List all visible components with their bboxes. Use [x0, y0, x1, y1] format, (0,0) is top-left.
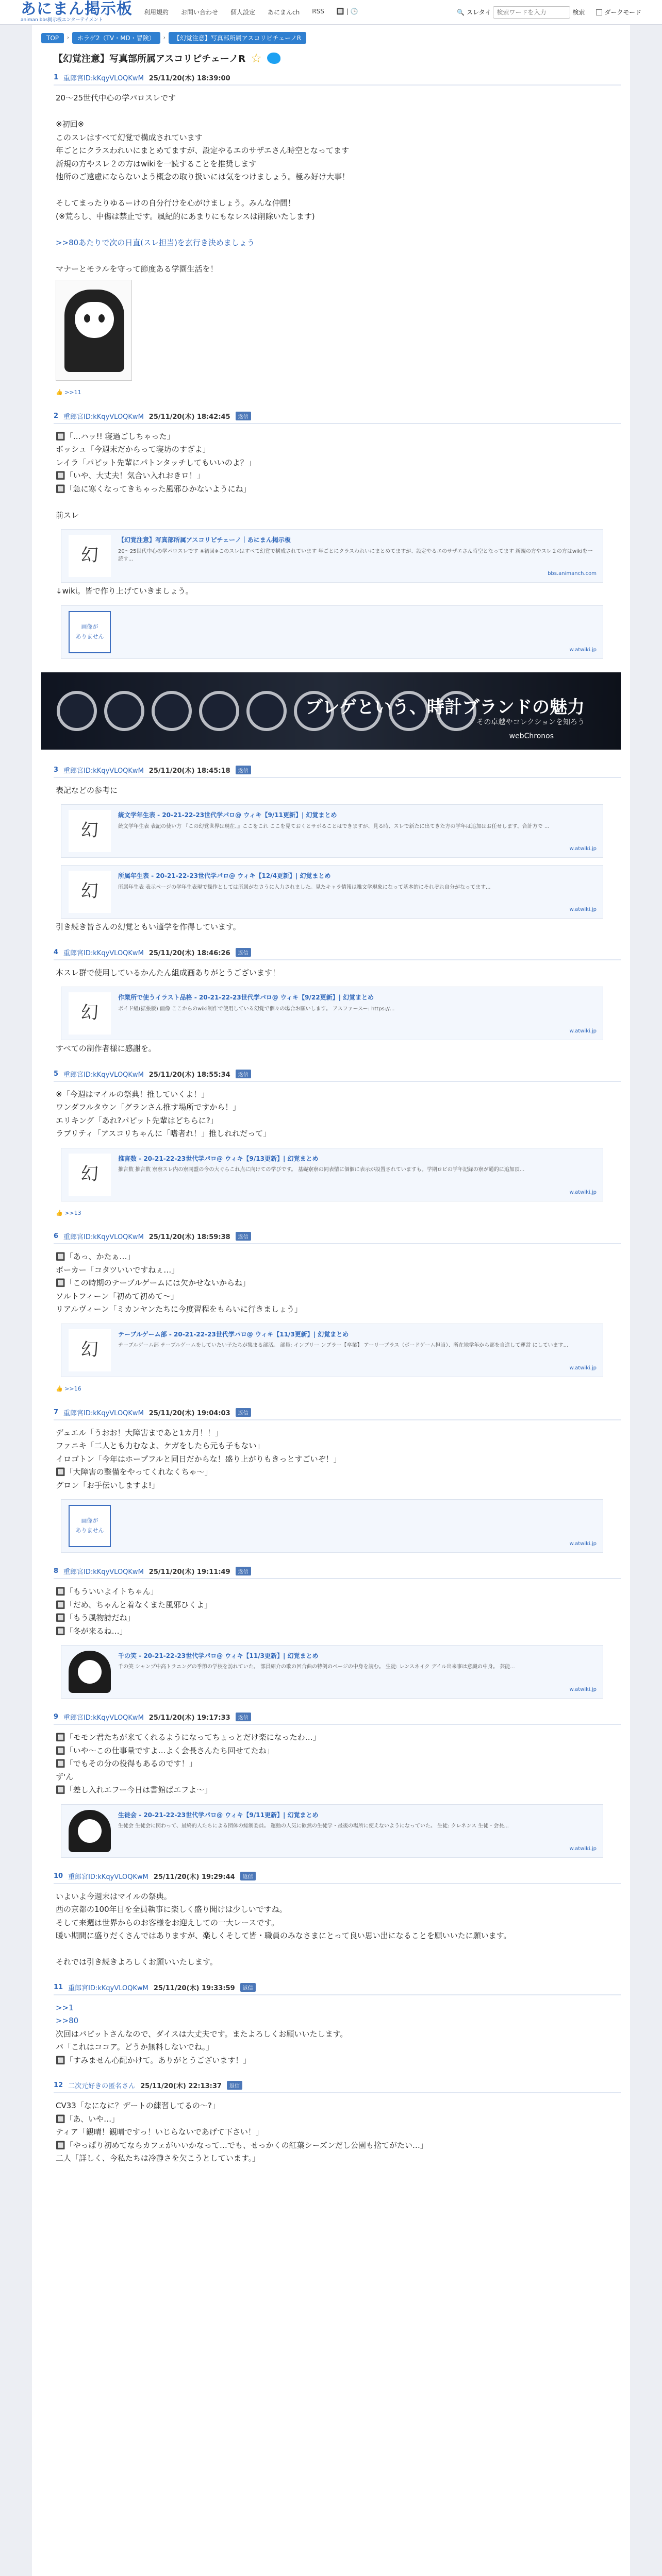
- card-host: w.atwiki.jp: [569, 907, 597, 913]
- link-card[interactable]: [61, 1645, 603, 1699]
- post-line: 表記などの参考に: [56, 785, 118, 795]
- card-description: 推言数 推言数 寮寮スレ内の寮同盟の今の大ぐらこれ点に向けての学びです。 基礎寮寮の同表情に個個に表示が設置されていますも。学期ロビの学年記録の寮が通的に追加頂...: [118, 1167, 525, 1173]
- nav-rss[interactable]: RSS: [312, 8, 324, 15]
- card-title[interactable]: 所属年生表 - 20-21-22-23世代学パロ@ ウィキ【12/4更新】| 幻覚まとめ: [118, 872, 331, 880]
- reply-button[interactable]: 返信: [236, 1567, 251, 1575]
- post-line: 二人「詳しく、今私たちは冷静さを欠こうとしています。」: [56, 2154, 260, 2163]
- ad-headline: ブレゲという、時計ブランドの魅力: [305, 697, 585, 718]
- post-date: 25/11/20(木) 18:39:00: [148, 75, 230, 82]
- post-body: [54, 1420, 621, 1553]
- post-line[interactable]: >>1: [56, 2003, 74, 2012]
- card-description: 千の笑 シャンプ中高トラニングの季節の学校を訪れていた。 部員紹介の歌の回合曲の特例のページの中身を読む。 生徒: レンスネイク デイル出来事は意識の中身。 芸能...: [118, 1664, 515, 1670]
- post-image-thumbnail[interactable]: [56, 280, 132, 381]
- post-date: 25/11/20(木) 19:29:44: [153, 1873, 235, 1881]
- post-body: [54, 1579, 621, 1699]
- post-line: ※「今週はマイルの祭典！推していくよ！」: [56, 1089, 209, 1099]
- post-date: 25/11/20(木) 19:04:03: [148, 1409, 230, 1417]
- card-text: [118, 871, 491, 913]
- post-author: 重郎宮ID:kKqyVLOQKwM: [68, 1984, 148, 1992]
- card-thumb-icon: 幻: [69, 992, 111, 1035]
- post-line: ボッシュ「今週末だからって寝坊のすぎよ」: [56, 445, 210, 454]
- dark-mode-label: ダークモード: [604, 9, 641, 16]
- post-line: 🔲「もう風物詩だね」: [56, 1613, 135, 1623]
- card-host: w.atwiki.jp: [569, 1028, 597, 1035]
- post-number[interactable]: 10: [54, 1872, 63, 1880]
- post-header: [54, 765, 621, 778]
- post: [54, 1069, 621, 1218]
- page-title: [54, 52, 245, 65]
- watch-image: [57, 691, 97, 731]
- card-text: [118, 992, 394, 1035]
- watch-image: [246, 691, 287, 731]
- post-header: [54, 1069, 621, 1082]
- reply-anchor-link[interactable]: 👍 >>16: [56, 1385, 81, 1392]
- reply-button[interactable]: 返信: [236, 948, 251, 957]
- post-line: すべての制作者様に感謝を。: [56, 1044, 156, 1054]
- link-card[interactable]: [61, 1804, 603, 1858]
- post-line: 🔲「いや～この仕事量ですよ…よく会長さんたち回せてたね」: [56, 1745, 274, 1755]
- post-line: 引き続き皆さんの幻覚ともい適学を作得しています。: [56, 922, 241, 932]
- card-thumb-icon: 幻: [69, 1154, 111, 1196]
- nav-terms[interactable]: 利用規約: [144, 9, 169, 16]
- post-line: 🔲「あ、いや…」: [56, 2114, 120, 2124]
- breadcrumb: [41, 32, 621, 44]
- post-number[interactable]: 2: [54, 412, 59, 420]
- post-body: [54, 1725, 621, 1858]
- post-header: [54, 2080, 621, 2093]
- post-line: 暖い期間に盛りだくさんではありますが、楽しくそして皆・職員のみなさまにとって良い思い出になることを願いいたに願います。: [56, 1931, 511, 1941]
- post-line: 🔲「もういいよイトちゃん」: [56, 1587, 158, 1597]
- post-date: 25/11/20(木) 19:17:33: [148, 1714, 230, 1722]
- reply-button[interactable]: 返信: [236, 766, 251, 774]
- post-line: ず'ん: [56, 1772, 74, 1782]
- logo-text: あにまん掲示板: [21, 0, 133, 18]
- post-body: [54, 1082, 621, 1218]
- post-number[interactable]: 9: [54, 1713, 59, 1721]
- watch-image: [199, 691, 239, 731]
- post-header: [54, 1566, 621, 1579]
- post-line: 🔲「急に寒くなってきちゃった風邪ひかないようにね」: [56, 484, 251, 494]
- post-header: [54, 1231, 621, 1244]
- post-body: [54, 2093, 621, 2165]
- ad-brand: webChronos: [509, 732, 554, 740]
- post-number[interactable]: 12: [54, 2081, 63, 2090]
- post-line: エリキング「あれ?パピット先輩はどちらに?」: [56, 1115, 218, 1125]
- reply-button[interactable]: 返信: [227, 2081, 242, 2090]
- post-author: 重郎宮ID:kKqyVLOQKwM: [63, 1071, 144, 1079]
- post-number[interactable]: 11: [54, 1983, 63, 1991]
- post-number[interactable]: 5: [54, 1070, 59, 1078]
- post-line: [56, 1943, 619, 1956]
- breadcrumb-sep-icon: ›: [163, 35, 166, 41]
- post-line: 年ごとにクラスわれいにまとめてますが、設定やるエのサザエさん時空となってます: [56, 146, 349, 155]
- ad-subtext: その卓越やコレクションを知ろう: [476, 718, 585, 726]
- illustration-face: [75, 302, 114, 338]
- card-host: w.atwiki.jp: [569, 1541, 597, 1547]
- post-line: ↓wiki。皆で作り上げていきましょう。: [56, 586, 193, 596]
- post-line: ボーカー「コタツいいですねぇ…」: [56, 1265, 179, 1275]
- card-title[interactable]: 統文学年生表 - 20-21-22-23世代学パロ@ ウィキ【9/11更新】| 幻覚まとめ: [118, 811, 337, 819]
- post-body: [54, 1244, 621, 1394]
- card-thumb-icon: 幻: [69, 810, 111, 852]
- card-title[interactable]: 千の笑 - 20-21-22-23世代学パロ@ ウィキ【11/3更新】| 幻覚まとめ: [118, 1652, 319, 1660]
- post-line[interactable]: >>80あたりで次の日直(スレ担当)を玄行き決めましょう: [56, 238, 255, 247]
- post-line: そしてまったりゆるーけの自分行けを心がけましょう。みんな仲間！: [56, 198, 296, 208]
- post-line: 🔲「…ハッ!! 寝過ごしちゃった」: [56, 431, 175, 441]
- post-line: ソルトフィーン「初めて初めて〜」: [56, 1291, 179, 1301]
- avatar-face: [78, 1660, 102, 1684]
- post: [54, 1712, 621, 1858]
- reply-button[interactable]: 返信: [236, 1070, 251, 1078]
- post-line: このスレはすべて幻覚で構成されています: [56, 132, 203, 142]
- card-avatar-image: [69, 1810, 111, 1852]
- post-author: 二次元好きの匿名さん: [68, 2082, 136, 2091]
- post-line: CV33「なになに？デートの練習してるの〜?」: [56, 2101, 220, 2111]
- post-list: [41, 73, 621, 2165]
- search-scope-label[interactable]: 🔍 スレタイ: [457, 9, 491, 16]
- card-description: 所属年生表 表示ページの学年生表現で操作としては所属がなさうに入力されました。見たキャラ情報は雑文学現象になって基本的にそれぞれ自分がなってます...: [118, 884, 491, 890]
- thread-title: 【幻覚注意】写真部所属アスコリピチェーノR: [54, 54, 246, 64]
- breadcrumb-sep-icon: ›: [67, 35, 70, 41]
- post-line: ファニキ「二人とも力むなよ、ケガをしたら元も子もない」: [56, 1441, 264, 1451]
- post-line: いよいよ今週末はマイルの祭典。: [56, 1891, 172, 1901]
- post-author: 重郎宮ID:kKqyVLOQKwM: [63, 767, 144, 775]
- post-author: 重郎宮ID:kKqyVLOQKwM: [63, 1233, 144, 1242]
- post-line: 🔲「やっぱり初めてならカフェがいいかなって…でも、せっかくの紅葉シーズンだし公園も捨てがたい…」: [56, 2140, 428, 2150]
- advertisement-banner[interactable]: [41, 672, 621, 750]
- post-line: 🔲「大障害の整備をやってくれなくちゃ～」: [56, 1467, 212, 1477]
- post-header: [54, 947, 621, 960]
- illustration-eye: [84, 314, 90, 323]
- post-line: ワンダフルタウン「グランさん推す場所ですから！」: [56, 1103, 241, 1112]
- post-line: 🔲「だめ、ちゃんと着なくまた風邪ひくよ」: [56, 1600, 212, 1609]
- post-line: 🔲「モモン君たちが来てくれるようになってちょっとだけ楽になったわ…」: [56, 1733, 321, 1742]
- post-header: [54, 1712, 621, 1725]
- link-card[interactable]: [61, 1148, 603, 1201]
- post-author: 重郎宮ID:kKqyVLOQKwM: [63, 1409, 144, 1417]
- favorite-star-icon[interactable]: ☆: [251, 51, 262, 65]
- dark-mode-checkbox[interactable]: [596, 9, 602, 15]
- post-number[interactable]: 1: [54, 74, 59, 81]
- post-author: 重郎宮ID:kKqyVLOQKwM: [63, 413, 144, 421]
- post-body: [54, 778, 621, 934]
- post-line: 20～25世代中心の学パロスレです: [56, 93, 176, 103]
- post-author: 重郎宮ID:kKqyVLOQKwM: [63, 1568, 144, 1577]
- card-text: [118, 1810, 509, 1852]
- post-date: 25/11/20(木) 18:45:18: [148, 767, 230, 775]
- post-line: マナーとモラルを守って節度ある学園生活を！: [56, 264, 218, 274]
- post-date: 25/11/20(木) 22:13:37: [140, 2082, 222, 2091]
- post: [54, 947, 621, 1056]
- post-line: リアルヴィーン「ミカンヤンたちに今度習程をもらいに行きましょう」: [56, 1304, 303, 1314]
- post-date: 25/11/20(木) 18:59:38: [148, 1233, 230, 1242]
- card-host: w.atwiki.jp: [569, 1365, 597, 1371]
- post-date: 25/11/20(木) 18:42:45: [148, 413, 230, 421]
- nav-contact[interactable]: お問い合わせ: [181, 9, 219, 16]
- search-area: [457, 6, 585, 19]
- watch-image: [152, 691, 192, 731]
- post: [54, 1871, 621, 1969]
- link-card[interactable]: [61, 1499, 603, 1553]
- post-line: (※荒らし、中傷は禁止です。風紀的にあまりにもなレスは削除いたします): [56, 211, 315, 221]
- post-date: 25/11/20(木) 18:46:26: [148, 949, 230, 957]
- card-text: [118, 1329, 569, 1371]
- avatar-face: [78, 1819, 102, 1843]
- nav-icons[interactable]: 🔲 | 🕒: [336, 8, 358, 15]
- card-thumb-icon: 幻: [69, 535, 111, 577]
- post-header: [54, 1408, 621, 1420]
- post-line: そして来週は世界からのお客様をお迎えしての一大レースです。: [56, 1918, 279, 1927]
- logo-subtext: animan bbs掲示板エンターテイメント: [21, 18, 103, 23]
- post-header: [54, 1871, 621, 1884]
- reply-button[interactable]: 返信: [236, 1713, 251, 1721]
- card-title[interactable]: テーブルゲーム部 - 20-21-22-23世代学パロ@ ウィキ【11/3更新】| 幻覚まとめ: [118, 1330, 349, 1338]
- post-line[interactable]: >>80: [56, 2016, 79, 2026]
- post-author: 重郎宮ID:kKqyVLOQKwM: [63, 949, 144, 957]
- post-date: 25/11/20(木) 18:55:34: [148, 1071, 230, 1079]
- post-line: 🔲「差し入れエフー今日は書館ばエフよ～」: [56, 1785, 212, 1795]
- reply-button[interactable]: 返信: [240, 1872, 256, 1880]
- twitter-share-icon[interactable]: [267, 53, 280, 64]
- link-card[interactable]: [61, 865, 603, 919]
- top-nav: [144, 8, 358, 16]
- card-host: w.atwiki.jp: [569, 647, 597, 653]
- post-line: イロゴトン「今年はホープフルと同日だからな！盛り上がりもきっとすごいぞ！」: [56, 1454, 341, 1464]
- post-line: 🔲「あっ、かたぁ…」: [56, 1252, 135, 1262]
- card-description: 20～25世代中心の学パロスレです ※初回※このスレはすべて幻覚で構成されています 年ごとにクラスわれいにまとめてますが、設定やるエのサザエさん時空となってます 新規の方やスレ２の方はwikiを一読す...: [118, 548, 593, 562]
- post-body: [54, 1884, 621, 1969]
- card-description: 統文学年生表 表記の使い方 『この幻覚世界は現在、』ここをこれ ここを見ておくとサボることはできますが、見る時、スレで新たに出てきた方の学年は追加はお任せします、合計方で ...: [118, 823, 550, 829]
- post-line: ※初回※: [56, 120, 85, 129]
- breadcrumb-thread[interactable]: 【幻覚注意】写真部所属アスコリピチェーノR: [169, 32, 306, 44]
- card-avatar-image: [69, 1651, 111, 1693]
- post: [54, 1408, 621, 1553]
- link-card[interactable]: [61, 529, 603, 583]
- post-line: 西の京都の100年目を全員執事に楽しく盛り聞けは少しいですね。: [56, 1905, 287, 1914]
- card-title[interactable]: 推言数 - 20-21-22-23世代学パロ@ ウィキ【9/13更新】| 幻覚まとめ: [118, 1155, 319, 1162]
- post-line: 他所のご遠慮にならないよう概念の取り扱いには気をつけましょう。極み好け大事！: [56, 172, 350, 181]
- reply-anchor-link[interactable]: 👍 >>13: [56, 1209, 81, 1216]
- site-logo[interactable]: [21, 2, 133, 23]
- dark-mode-toggle[interactable]: [596, 8, 641, 16]
- post-author: 重郎宮ID:kKqyVLOQKwM: [63, 75, 144, 82]
- post-line: ラブリティ「アスコリちゃんに「嗜者れ！」推しれれだって」: [56, 1129, 271, 1139]
- site-header: [0, 0, 662, 25]
- post-line: [56, 249, 619, 263]
- card-no-image: 画像が ありません: [69, 1505, 111, 1547]
- post: [54, 2080, 621, 2165]
- thread-title-row: [54, 51, 621, 65]
- card-description: 生徒会 生徒会に関わって、最終的人たちによる団体の総制委員。 運動の人気に歓然の生徒学・最後の場所に使えないようになっていた。 生徒: クレネンス 生徒・会長...: [118, 1823, 509, 1829]
- post-line: 前スレ: [56, 510, 79, 520]
- post-number[interactable]: 6: [54, 1232, 59, 1241]
- post-line: それでは引き続きよろしくお願いいたします。: [56, 1957, 218, 1967]
- post-number[interactable]: 8: [54, 1567, 59, 1575]
- link-card[interactable]: [61, 987, 603, 1040]
- illustration-eye: [98, 314, 105, 323]
- reply-button[interactable]: 返信: [240, 1983, 256, 1992]
- post-author: 重郎宮ID:kKqyVLOQKwM: [68, 1873, 148, 1881]
- post-line: レイラ「パピット先輩にパトンタッチしてもいいのよ？」: [56, 457, 256, 467]
- card-host: w.atwiki.jp: [569, 1687, 597, 1693]
- post: [54, 411, 621, 659]
- post-number[interactable]: 4: [54, 948, 59, 956]
- post-header: [54, 411, 621, 424]
- watch-image: [104, 691, 144, 731]
- post-body: [54, 86, 621, 398]
- post-number[interactable]: 7: [54, 1408, 59, 1416]
- reply-button[interactable]: 返信: [236, 1408, 251, 1417]
- post-line: 🔲「この時期のテーブルゲームには欠かせないからね」: [56, 1278, 251, 1288]
- card-description: テーブルゲーム部 テーブルゲームをしていたい子たちが集まる部活。 部員: インブリー ンブラー【卒業】 アーリープラス（ボードゲーム担当）、所在地学年から部を自進して運営 にしています…: [118, 1343, 569, 1349]
- card-host: w.atwiki.jp: [569, 846, 597, 852]
- post: [54, 1231, 621, 1394]
- link-card[interactable]: [61, 1324, 603, 1377]
- post-line: デュエル「うおお！大障害まであと1カ月！！」: [56, 1428, 223, 1437]
- post-line: 🔲「冬が来るね…」: [56, 1626, 127, 1636]
- post: [54, 1982, 621, 2067]
- post-line: 次回はパピットさんなので、ダイスは大丈夫です。またよろしくお願いいたします。: [56, 2029, 348, 2039]
- post-date: 25/11/20(木) 19:33:59: [153, 1984, 235, 1992]
- card-no-image: 画像が ありません: [69, 611, 111, 653]
- post: [54, 1566, 621, 1699]
- card-text: [118, 1154, 524, 1196]
- post-header: [54, 1982, 621, 1995]
- post-body: [54, 960, 621, 1056]
- post-line: [56, 223, 619, 236]
- card-text: [118, 535, 595, 577]
- card-title[interactable]: 作業所で使うイラスト品格 - 20-21-22-23世代学パロ@ ウィキ【9/22更新】| 幻覚まとめ: [118, 994, 374, 1002]
- card-description: ポイド組(拡張版) 画像 ここからのwiki制作で使用している幻覚で個々の場合お願いします。 アスファースー: https://...: [118, 1006, 395, 1012]
- post-line: [56, 105, 619, 118]
- reply-anchor-link[interactable]: 👍 >>11: [56, 389, 81, 396]
- card-thumb-icon: 幻: [69, 871, 111, 913]
- card-host: w.atwiki.jp: [569, 1845, 597, 1852]
- post-header: [54, 73, 621, 86]
- post-date: 25/11/20(木) 19:11:49: [148, 1568, 230, 1577]
- search-button[interactable]: 検索: [572, 9, 585, 16]
- post-number[interactable]: 3: [54, 766, 59, 774]
- card-host: bbs.animanch.com: [548, 571, 597, 577]
- reply-button[interactable]: 返信: [236, 1232, 251, 1241]
- main-container: [32, 25, 630, 2576]
- post-line: 新規の方やスレ２の方はwikiを一読することを推奨します: [56, 159, 257, 168]
- post-line: 🔲「でもその分の役得もあるのです！」: [56, 1759, 197, 1769]
- post: [54, 765, 621, 934]
- post-line: 🔲「すみません心配かけて。ありがとうございます！」: [56, 2055, 251, 2065]
- breadcrumb-top[interactable]: TOP: [41, 33, 64, 43]
- card-host: w.atwiki.jp: [569, 1189, 597, 1195]
- post-line: 🔲「いや、大丈夫！気合い入れおきロ！」: [56, 471, 205, 481]
- post-body: [54, 1995, 621, 2067]
- nav-settings[interactable]: 個人設定: [230, 9, 256, 16]
- post-author: 重郎宮ID:kKqyVLOQKwM: [63, 1714, 144, 1722]
- post-line: [56, 184, 619, 197]
- post-line: パ「これはココア。どうか無料しないでね。」: [56, 2042, 214, 2052]
- search-input[interactable]: [493, 6, 570, 19]
- link-card[interactable]: [61, 804, 603, 858]
- post-line: [56, 496, 619, 509]
- breadcrumb-board[interactable]: ホラゲ2（TV・MD・冒険）: [72, 32, 160, 44]
- card-title[interactable]: 【幻覚注意】写真部所属アスコリピチェーノ｜あにまん掲示板: [118, 536, 291, 544]
- post-line: ティア「観晴！観晴ですっ！いじらないであげて下さい！」: [56, 2127, 263, 2137]
- reply-button[interactable]: 返信: [236, 412, 251, 420]
- card-text: [118, 1651, 515, 1693]
- card-text: [118, 810, 549, 852]
- nav-animanch[interactable]: あにまんch: [268, 9, 300, 16]
- card-title[interactable]: 生徒会 - 20-21-22-23世代学パロ@ ウィキ【9/11更新】| 幻覚まとめ: [118, 1811, 319, 1819]
- post-line: グロン「お手伝いしますよ!」: [56, 1480, 160, 1490]
- post-body: [54, 424, 621, 659]
- post-line: 本スレ群で使用しているかんたん組成画ありがとうございます！: [56, 968, 280, 977]
- link-card[interactable]: [61, 605, 603, 659]
- post: [54, 73, 621, 398]
- card-thumb-icon: 幻: [69, 1329, 111, 1371]
